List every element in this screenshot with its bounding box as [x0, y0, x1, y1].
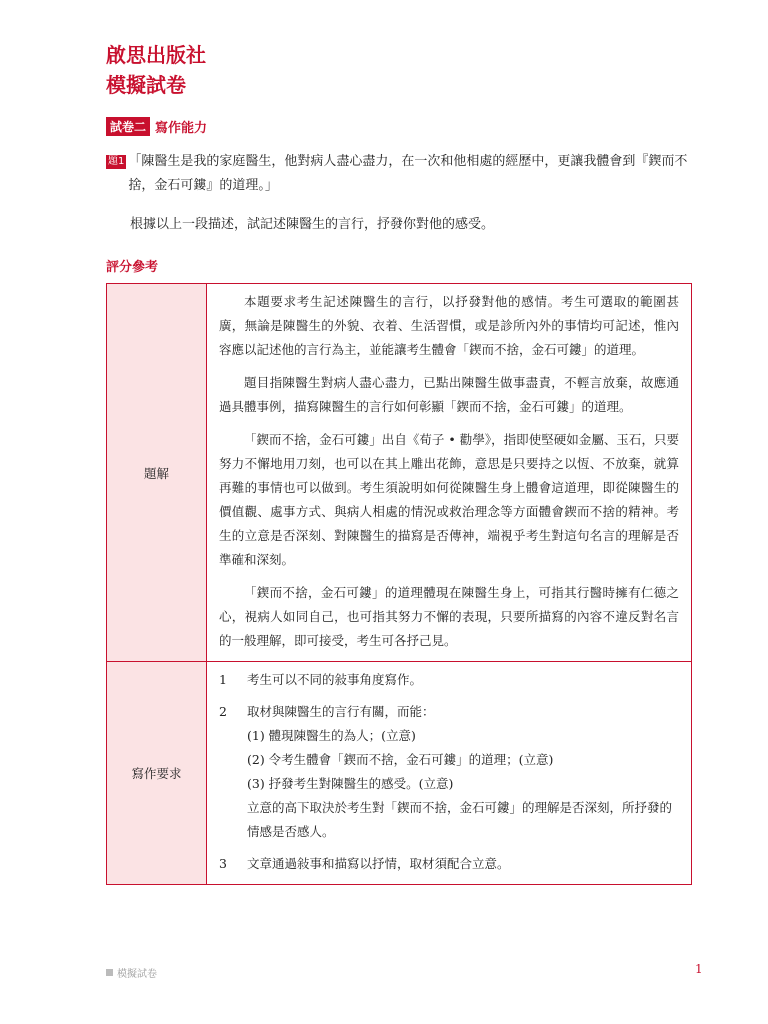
table-row [107, 284, 692, 662]
requirement-text: 文章通過敍事和描寫以抒情，取材須配合立意。 [247, 856, 510, 871]
requirement-subitem: (3) 抒發考生對陳醫生的感受。(立意) [247, 776, 454, 791]
requirement-number: 2 [219, 704, 227, 719]
paper-title: 模擬試卷 [106, 73, 186, 97]
analysis-paragraph: 「鍥而不捨，金石可鏤」的道理體現在陳醫生身上，可指其行醫時擁有仁德之心，視病人如同自己，也可指其努力不懈的表現，只要所描寫的內容不違反對名言的一般理解，即可接受，考生可各抒己見。 [219, 585, 679, 648]
analysis-content [207, 284, 692, 662]
requirement-text: 取材與陳醫生的言行有關，而能： [247, 704, 435, 719]
reference-table [106, 283, 692, 885]
square-icon [106, 969, 113, 976]
section-title: 寫作能力 [155, 121, 208, 136]
section-tag: 試卷二 [106, 117, 150, 136]
question-instruction: 根據以上一段描述，試記述陳醫生的言行，抒發你對他的感受。 [130, 217, 495, 232]
analysis-paragraph: 本題要求考生記述陳醫生的言行，以抒發對他的感情。考生可選取的範圍甚廣，無論是陳醫生的外貌、衣着、生活習慣，或是診所內外的事情均可記述，惟內容應以記述他的言行為主，並能讓考生體會「鍥而不捨，金石可鏤」的道理。 [219, 294, 679, 357]
requirement-item [219, 668, 679, 692]
requirement-text: 考生可以不同的敍事角度寫作。 [247, 672, 423, 687]
question-text: 「陳醫生是我的家庭醫生，他對病人盡心盡力，在一次和他相處的經歷中，更讓我體會到『鍥而不捨，金石可鏤』的道理。」 [128, 154, 688, 193]
footer-label: 模擬試卷 [117, 969, 157, 980]
analysis-paragraph: 「鍥而不捨，金石可鏤」出自《荀子 • 勸學》，指即使堅硬如金屬、玉石，只要努力不懈地用刀刻，也可以在其上雕出花飾，意思是只要持之以恆、不放棄，就算再難的事情也可以做到。考生須說明如何從陳醫生身上體會這道理，即從陳醫生的價值觀、處事方式、與病人相處的情況或救治理念等方面體會鍥而不捨的精神。考生的立意是否深刻、對陳醫生的描寫是否傳神，端視乎考生對這句名言的理解是否準確和深刻。 [219, 432, 679, 567]
table-row [107, 662, 692, 885]
section-heading [106, 117, 207, 136]
requirement-item [219, 852, 679, 876]
question-block [106, 150, 696, 198]
requirement-note: 立意的高下取決於考生對「鍥而不捨，金石可鏤」的理解是否深刻，所抒發的情感是否感人。 [247, 800, 673, 839]
requirement-subitem: (1) 體現陳醫生的為人；(立意) [247, 728, 416, 743]
brand-header [106, 40, 206, 100]
reference-heading: 評分參考 [106, 260, 159, 275]
page-footer [106, 965, 157, 980]
requirement-item [219, 700, 679, 844]
requirements-content [207, 662, 692, 885]
requirement-subitem: (2) 令考生體會「鍥而不捨，金石可鏤」的道理；(立意) [247, 752, 554, 767]
row-label-analysis: 題解 [107, 284, 207, 662]
publisher-name: 啟思出版社 [106, 43, 206, 67]
page-number: 1 [695, 962, 703, 976]
requirement-number: 3 [219, 856, 227, 871]
requirement-number: 1 [219, 672, 227, 687]
question-tag: 題1 [108, 156, 125, 167]
row-label-requirements: 寫作要求 [107, 662, 207, 885]
analysis-paragraph: 題目指陳醫生對病人盡心盡力，已點出陳醫生做事盡責，不輕言放棄，故應通過具體事例，描寫陳醫生的言行如何彰顯「鍥而不捨，金石可鏤」的道理。 [219, 375, 679, 414]
